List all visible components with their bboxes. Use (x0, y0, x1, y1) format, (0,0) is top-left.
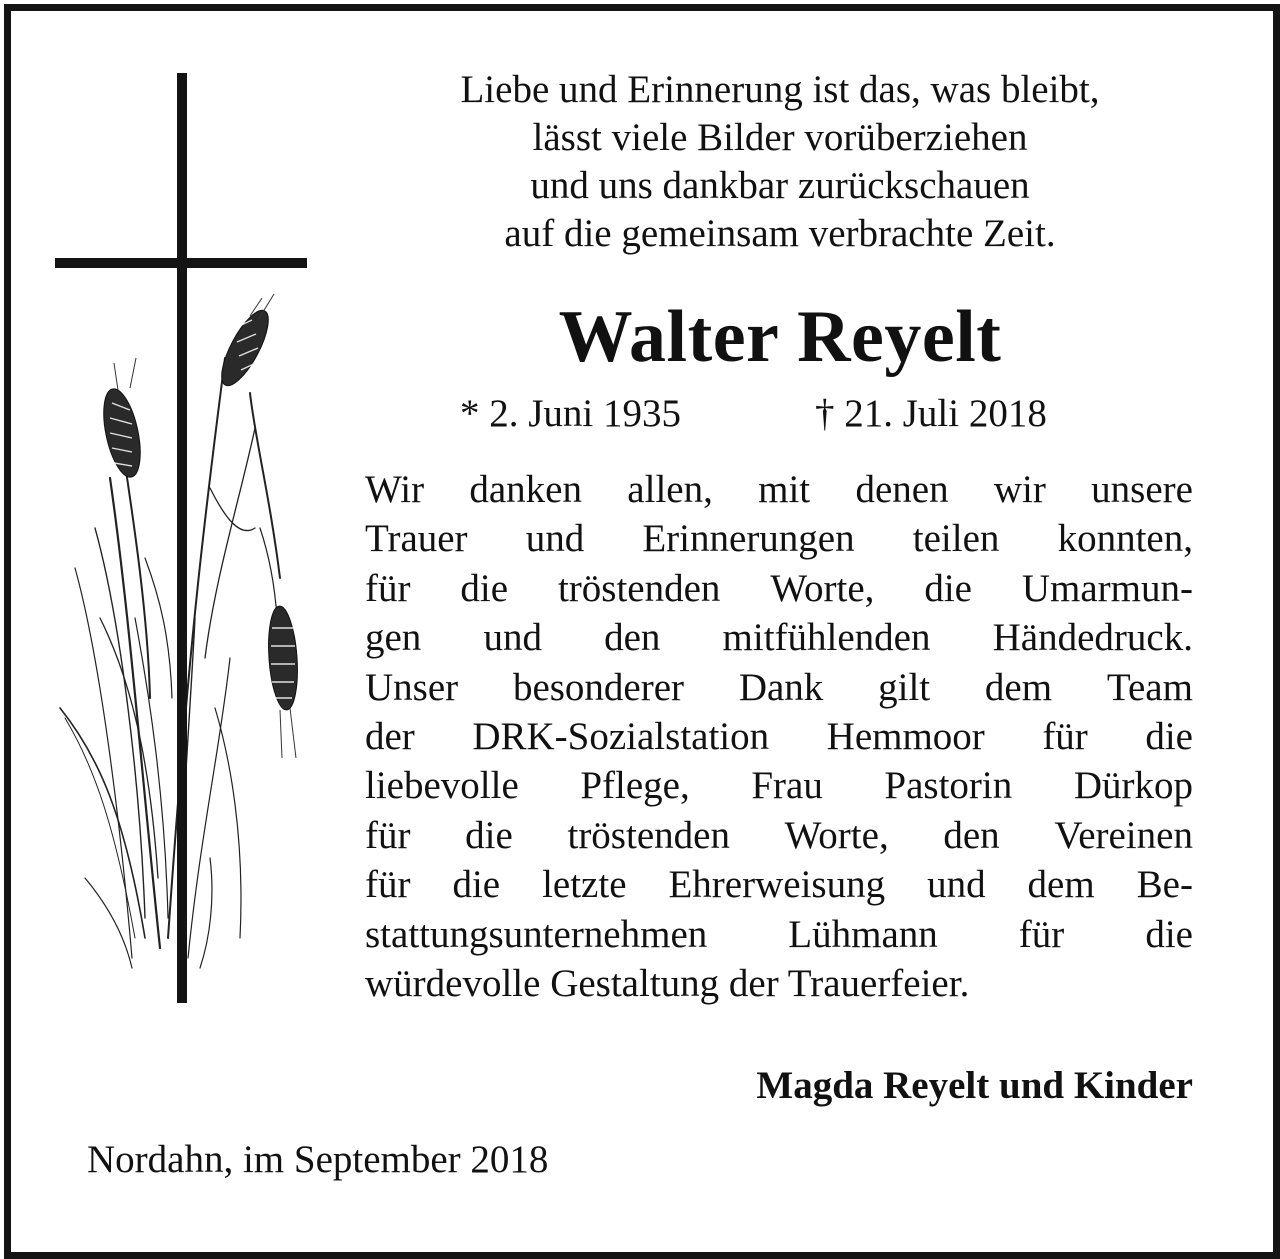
poem-line: und uns dankbar zurückschauen (530, 164, 1030, 207)
message-line: stattungsunternehmen Lühmann für die (365, 912, 1193, 956)
message-line: für die letzte Ehrerweisung und dem Be- (365, 863, 1193, 907)
poem-line: lässt viele Bilder vorüberziehen (532, 116, 1028, 159)
message-line: liebevolle Pflege, Frau Pastorin Dürkop (365, 764, 1193, 808)
message-line: für die tröstenden Worte, den Vereinen (365, 813, 1193, 857)
message-line: Unser besonderer Dank gilt dem Team (365, 665, 1193, 709)
signature: Magda Reyelt und Kinder (756, 1064, 1193, 1107)
poem-line: Liebe und Erinnerung ist das, was bleibt, (460, 68, 1100, 111)
message-line: der DRK-Sozialstation Hemmoor für die (365, 714, 1193, 758)
message-line: Wir danken allen, mit denen wir unsere (365, 468, 1193, 511)
message-line: gen und den mitfühlenden Händedruck. (365, 616, 1193, 660)
poem-line: auf die gemeinsam verbrachte Zeit. (504, 212, 1056, 255)
cross-wheat-illustration (40, 58, 320, 1008)
wheat-icon (60, 358, 280, 968)
place-and-date: Nordahn, im September 2018 (87, 1138, 549, 1181)
message-line: Trauer und Erinnerungen teilen konnten, (365, 517, 1193, 561)
message-line: würdevolle Gestaltung der Trauerfeier. (365, 961, 970, 1005)
message-line: für die tröstenden Worte, die Umarmun- (365, 566, 1193, 610)
memorial-poem (355, 66, 1205, 258)
death-date: † 21. Juli 2018 (815, 392, 1047, 435)
thank-you-message (365, 465, 1193, 1008)
deceased-name: Walter Reyelt (558, 296, 1002, 378)
birth-date: * 2. Juni 1935 (460, 392, 682, 435)
cross-icon (55, 73, 307, 1003)
